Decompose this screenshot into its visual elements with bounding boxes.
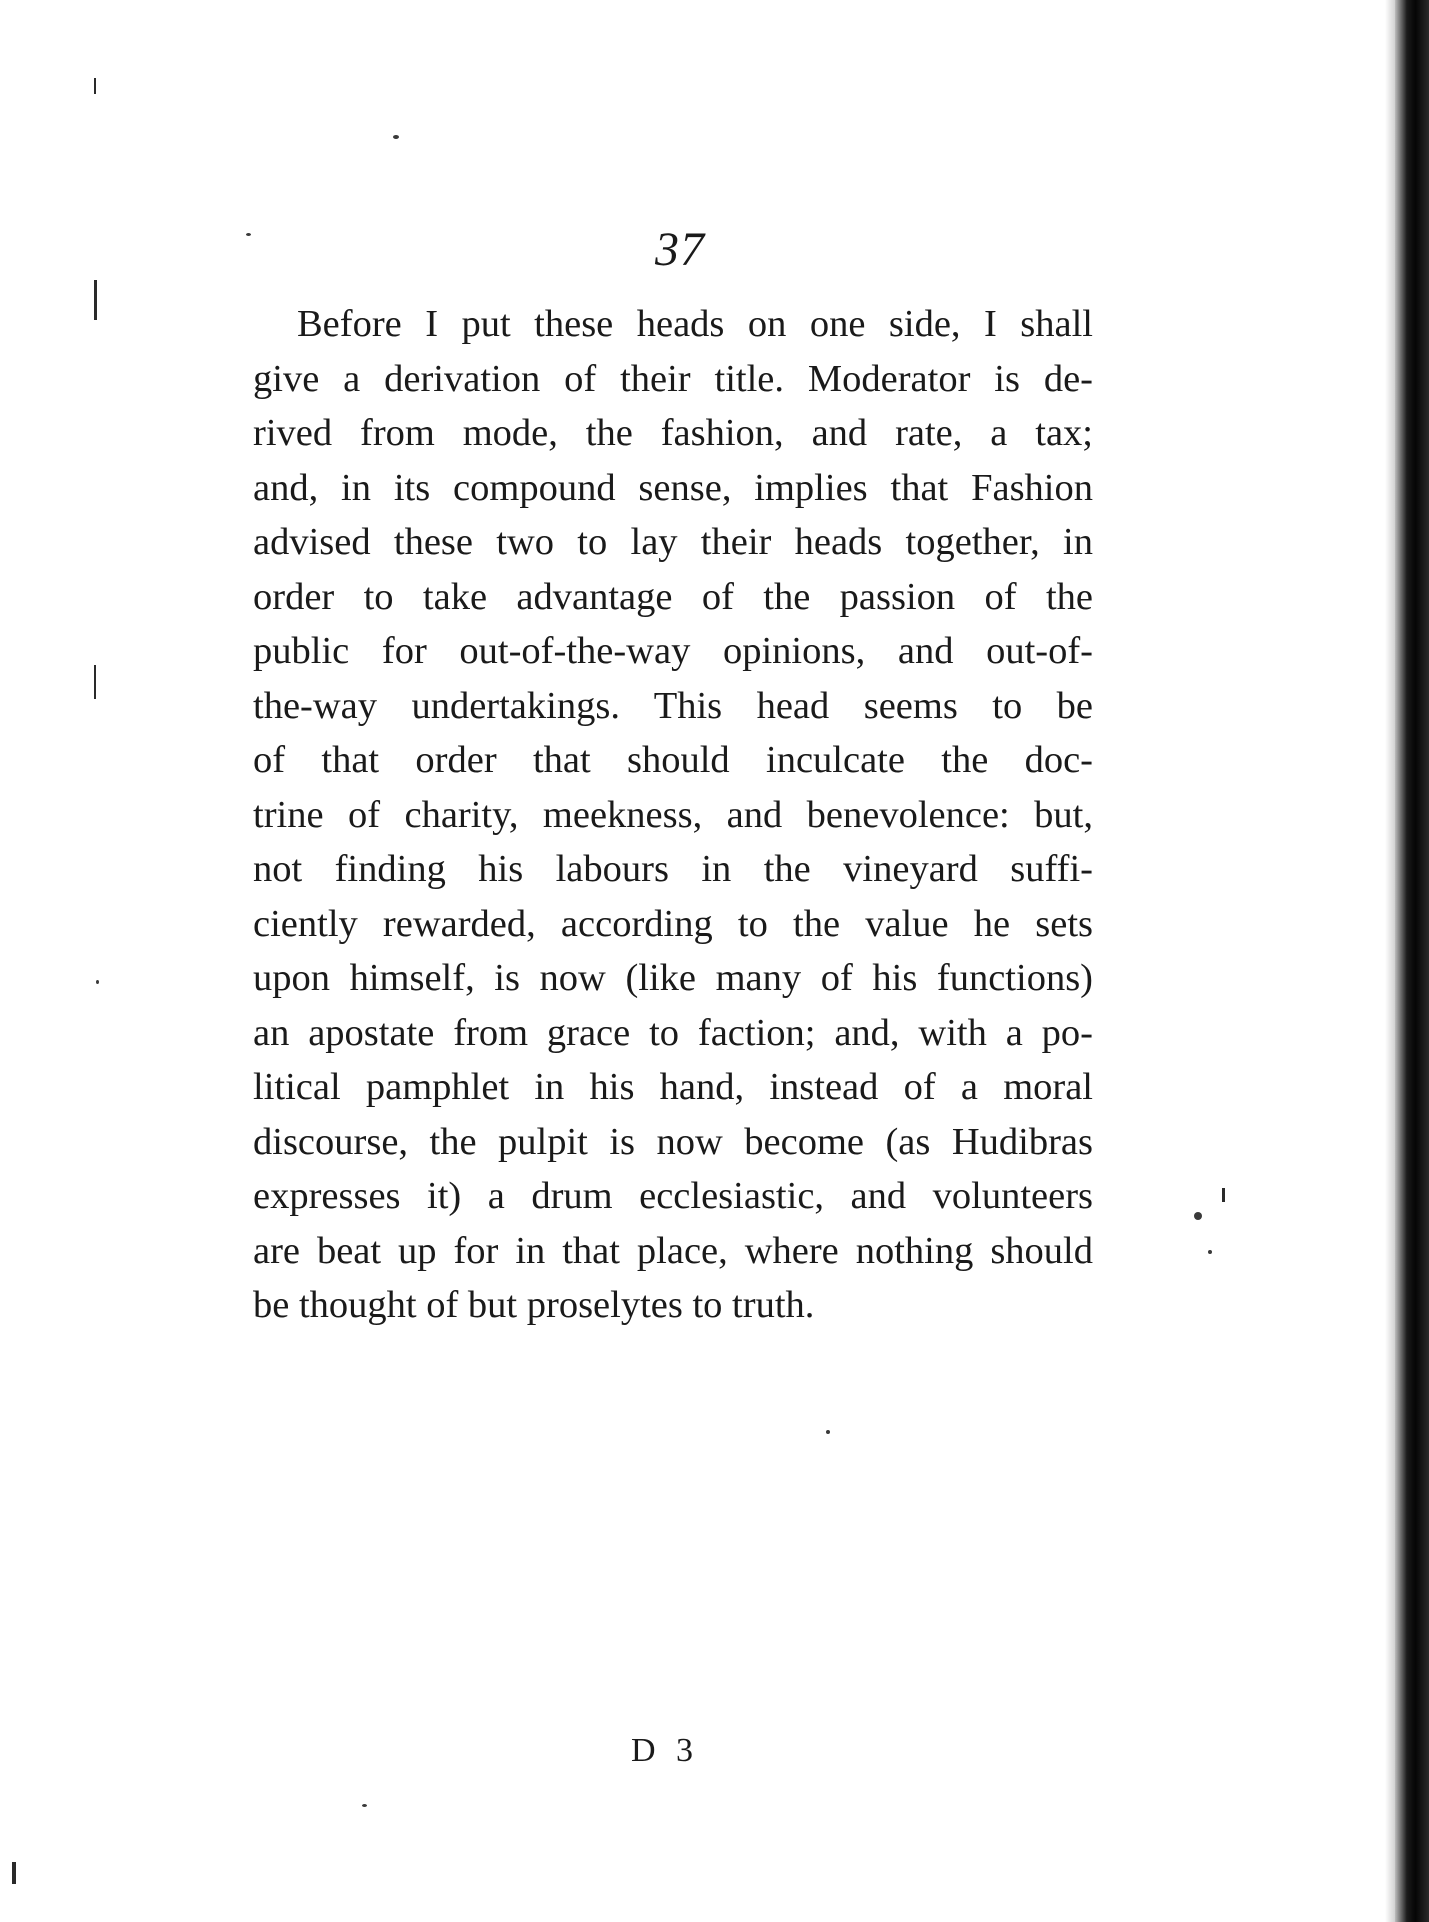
text-line: not finding his labours in the vineyard suffi- (253, 848, 1093, 890)
text-line: Before I put these heads on one side, I shall (297, 303, 1093, 345)
text-line: public for out-of-the-way opinions, and out-of- (253, 630, 1093, 672)
scan-speck (393, 135, 399, 139)
text-line: order to take advantage of the passion of the (253, 575, 1093, 618)
scan-speck (96, 980, 99, 984)
scan-mark (94, 280, 97, 320)
text-line: and, in its compound sense, implies that Fashion (253, 466, 1093, 509)
scan-speck (246, 233, 251, 236)
text-line: expresses it) a drum ecclesiastic, and volunteers (253, 1175, 1093, 1217)
body-text (253, 297, 1093, 1333)
page-number: 37 (655, 223, 705, 276)
scan-speck (1208, 1250, 1212, 1254)
text-line: are beat up for in that place, where nothing should (253, 1229, 1093, 1272)
binding-shadow (1385, 0, 1395, 1922)
scan-speck (826, 1430, 830, 1434)
signature-mark: D 3 (630, 1732, 700, 1769)
text-line: be thought of but proselytes to truth. (253, 1284, 815, 1326)
text-line: the-way undertakings. This head seems to be (253, 684, 1093, 727)
text-line: trine of charity, meekness, and benevolence: but, (253, 793, 1093, 836)
text-line: an apostate from grace to faction; and, with a po- (253, 1011, 1093, 1054)
text-line: litical pamphlet in his hand, instead of a moral (253, 1066, 1093, 1108)
text-line: upon himself, is now (like many of his functions) (253, 957, 1093, 999)
text-line: of that order that should inculcate the doc- (253, 739, 1093, 781)
scan-mark (94, 665, 96, 699)
scan-speck (362, 1804, 367, 1807)
scan-mark (94, 78, 96, 94)
binding-edge (1395, 0, 1429, 1922)
text-line: rived from mode, the fashion, and rate, a tax; (253, 412, 1093, 454)
text-line: advised these two to lay their heads together, in (253, 521, 1093, 563)
text-line: ciently rewarded, according to the value he sets (253, 902, 1093, 945)
scan-mark (1222, 1188, 1225, 1202)
text-line: give a derivation of their title. Moderator is de- (253, 357, 1093, 400)
scan-mark (12, 1862, 16, 1884)
scan-speck (1194, 1212, 1202, 1220)
text-line: discourse, the pulpit is now become (as Hudibras (253, 1120, 1093, 1163)
